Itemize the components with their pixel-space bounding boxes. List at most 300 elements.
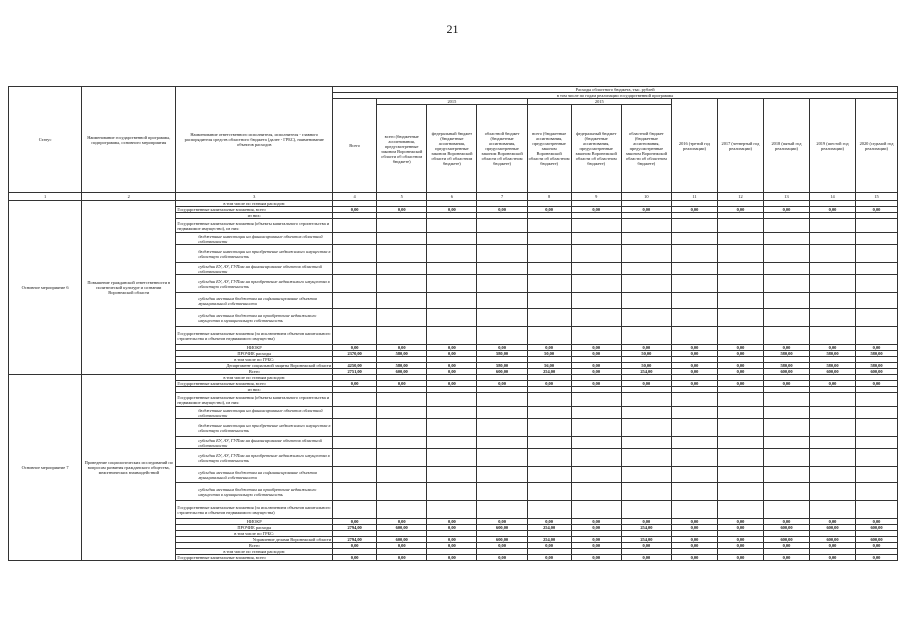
empty-cell bbox=[377, 233, 427, 245]
header-year-2019: 2019 (шестой год реализации) bbox=[810, 99, 856, 193]
empty-cell bbox=[571, 449, 621, 467]
empty-cell bbox=[810, 467, 856, 483]
value-cell: 0,00 bbox=[527, 207, 571, 213]
page-number: 21 bbox=[446, 22, 459, 36]
value-cell: 0,00 bbox=[377, 207, 427, 213]
empty-cell bbox=[527, 219, 571, 233]
empty-cell bbox=[621, 501, 671, 519]
row-label: Государственные капитальные вложения, всего bbox=[176, 555, 333, 561]
empty-cell bbox=[763, 327, 809, 345]
empty-cell bbox=[717, 467, 763, 483]
value-cell: 0,00 bbox=[477, 555, 527, 561]
empty-cell bbox=[671, 245, 717, 263]
col-number: 6 bbox=[427, 193, 477, 201]
value-cell: 0,00 bbox=[571, 543, 621, 549]
header-year-2015b: 2015 bbox=[527, 99, 671, 105]
value-cell: 0,00 bbox=[671, 525, 717, 531]
col-number: 13 bbox=[763, 193, 809, 201]
value-cell: 600,00 bbox=[477, 525, 527, 531]
header-year-2020: 2020 (седьмой год реализации) bbox=[856, 99, 898, 193]
value-cell: 0,00 bbox=[477, 207, 527, 213]
value-cell: 0,00 bbox=[856, 207, 898, 213]
empty-cell bbox=[810, 501, 856, 519]
empty-cell bbox=[333, 219, 377, 233]
value-cell: 0,00 bbox=[671, 207, 717, 213]
row-label: в том числе по статьям расходов: bbox=[176, 375, 333, 381]
empty-cell bbox=[763, 501, 809, 519]
empty-cell bbox=[810, 309, 856, 327]
value-cell: 600,00 bbox=[763, 537, 809, 543]
value-cell: 0,00 bbox=[571, 207, 621, 213]
row-label: субсидии местным бюджетам на софинансирование объектов муниципальной собственности bbox=[176, 293, 333, 309]
empty-cell bbox=[571, 233, 621, 245]
empty-cell bbox=[810, 245, 856, 263]
value-cell: 0,00 bbox=[810, 381, 856, 387]
empty-cell bbox=[717, 263, 763, 275]
empty-cell bbox=[621, 219, 671, 233]
header-year-2015: 2015 bbox=[377, 99, 528, 105]
value-cell: 0,00 bbox=[427, 345, 477, 351]
value-cell: 254,00 bbox=[527, 525, 571, 531]
header-total: Всего bbox=[333, 99, 377, 193]
empty-cell bbox=[856, 219, 898, 233]
empty-cell bbox=[527, 483, 571, 501]
empty-cell bbox=[477, 233, 527, 245]
value-cell: 0,00 bbox=[571, 525, 621, 531]
empty-cell bbox=[571, 419, 621, 437]
empty-cell bbox=[571, 467, 621, 483]
value-cell: 0,00 bbox=[477, 381, 527, 387]
col-number: 14 bbox=[810, 193, 856, 201]
empty-cell bbox=[477, 263, 527, 275]
header-2015b-c2: федеральный бюджет (бюджетные ассигнования, предусмотренные законом Воронежской области об областном бюджете) bbox=[571, 105, 621, 193]
empty-cell bbox=[621, 263, 671, 275]
empty-cell bbox=[427, 483, 477, 501]
row-label: Государственные капитальные вложения (объекты капитального строительства и недвижимое имущество), из них: bbox=[176, 393, 333, 407]
empty-cell bbox=[856, 483, 898, 501]
empty-cell bbox=[377, 393, 427, 407]
col-number: 1 bbox=[9, 193, 82, 201]
value-cell: 0,00 bbox=[427, 543, 477, 549]
value-cell: 0,00 bbox=[810, 519, 856, 525]
value-cell: 0,00 bbox=[427, 351, 477, 357]
row-label: Государственные капитальные вложения, всего bbox=[176, 381, 333, 387]
row-label: Государственные капитальные вложения (за исключением объектов капитального строительства и объектов недвижимого имущества) bbox=[176, 327, 333, 345]
empty-cell bbox=[333, 419, 377, 437]
empty-cell bbox=[671, 233, 717, 245]
empty-cell bbox=[427, 245, 477, 263]
row-label: бюджетные инвестиции на приобретение недвижимого имущества в областную собственность bbox=[176, 245, 333, 263]
empty-cell bbox=[377, 407, 427, 419]
empty-cell bbox=[621, 407, 671, 419]
empty-cell bbox=[571, 501, 621, 519]
empty-cell bbox=[333, 309, 377, 327]
empty-cell bbox=[763, 263, 809, 275]
empty-cell bbox=[377, 275, 427, 293]
value-cell: 0,00 bbox=[810, 555, 856, 561]
section-name: Проведение социологических исследований по вопросам развития гражданского общества, межэтнических взаимодействий bbox=[82, 375, 176, 561]
empty-cell bbox=[717, 483, 763, 501]
value-cell: 0,00 bbox=[671, 345, 717, 351]
empty-cell bbox=[477, 437, 527, 449]
row-label: Всего bbox=[176, 543, 333, 549]
empty-cell bbox=[527, 419, 571, 437]
value-cell: 0,00 bbox=[621, 519, 671, 525]
empty-cell bbox=[477, 245, 527, 263]
empty-cell bbox=[377, 327, 427, 345]
empty-cell bbox=[671, 219, 717, 233]
empty-cell bbox=[621, 483, 671, 501]
row-label: бюджетные инвестиции на финансирование объектов областной собственности bbox=[176, 407, 333, 419]
value-cell: 0,00 bbox=[856, 555, 898, 561]
empty-cell bbox=[333, 393, 377, 407]
empty-cell bbox=[671, 467, 717, 483]
empty-cell bbox=[377, 419, 427, 437]
value-cell: 56,00 bbox=[527, 363, 571, 369]
value-cell: 580,00 bbox=[810, 351, 856, 357]
empty-cell bbox=[527, 393, 571, 407]
empty-cell bbox=[527, 449, 571, 467]
empty-cell bbox=[856, 245, 898, 263]
value-cell: 50,00 bbox=[621, 351, 671, 357]
empty-cell bbox=[571, 275, 621, 293]
row-label: субсидии БУ, АУ, ГУПам на приобретение недвижимого имущества в областную собственность bbox=[176, 449, 333, 467]
empty-cell bbox=[621, 275, 671, 293]
row-label: субсидии местным бюджетам на софинансирование объектов муниципальной собственности bbox=[176, 467, 333, 483]
col-number: 11 bbox=[671, 193, 717, 201]
value-cell: 0,00 bbox=[621, 207, 671, 213]
row-label: Управление делами Воронежской области bbox=[176, 537, 333, 543]
empty-cell bbox=[333, 407, 377, 419]
value-cell: 600,00 bbox=[377, 537, 427, 543]
col-number: 12 bbox=[717, 193, 763, 201]
value-cell: 600,00 bbox=[856, 537, 898, 543]
value-cell: 600,00 bbox=[477, 537, 527, 543]
empty-cell bbox=[810, 293, 856, 309]
value-cell: 0,00 bbox=[571, 555, 621, 561]
empty-cell bbox=[333, 467, 377, 483]
empty-cell bbox=[671, 419, 717, 437]
header-2015b-c1: всего (бюджетные ассигнования, предусмотренные законом Воронежской области об областном бюджете) bbox=[527, 105, 571, 193]
value-cell: 254,00 bbox=[621, 369, 671, 375]
header-2015-c1: всего (бюджетные ассигнования, предусмотренные законом Воронежской области об областном бюджете) bbox=[377, 105, 427, 193]
empty-cell bbox=[377, 467, 427, 483]
header-executor: Наименование ответственного исполнителя, исполнителя - главного распорядителя средств областного бюджета (далее - ГРБС), наименование объектов расходов bbox=[176, 87, 333, 193]
empty-cell bbox=[671, 393, 717, 407]
value-cell: 600,00 bbox=[377, 525, 427, 531]
empty-cell bbox=[671, 263, 717, 275]
empty-cell bbox=[763, 245, 809, 263]
empty-cell bbox=[571, 483, 621, 501]
empty-cell bbox=[810, 393, 856, 407]
value-cell: 0,00 bbox=[671, 381, 717, 387]
value-cell: 2794,00 bbox=[333, 537, 377, 543]
empty-cell bbox=[427, 467, 477, 483]
value-cell: 2370,00 bbox=[333, 351, 377, 357]
value-cell: 0,00 bbox=[527, 555, 571, 561]
empty-cell bbox=[671, 501, 717, 519]
empty-cell bbox=[717, 219, 763, 233]
value-cell: 0,00 bbox=[621, 381, 671, 387]
empty-cell bbox=[763, 275, 809, 293]
empty-cell bbox=[527, 293, 571, 309]
empty-cell bbox=[810, 483, 856, 501]
empty-cell bbox=[856, 233, 898, 245]
empty-cell bbox=[527, 263, 571, 275]
empty-cell bbox=[621, 293, 671, 309]
value-cell: 0,00 bbox=[671, 543, 717, 549]
header-2015b-c3: областной бюджет (бюджетные ассигнования, предусмотренные законом Воронежской области об областном бюджете) bbox=[621, 105, 671, 193]
value-cell: 0,00 bbox=[571, 537, 621, 543]
empty-cell bbox=[571, 263, 621, 275]
value-cell: 0,00 bbox=[671, 363, 717, 369]
row-label: Государственные капитальные вложения (за исключением объектов капитального строительства и объектов недвижимого имущества) bbox=[176, 501, 333, 519]
value-cell: 580,00 bbox=[856, 363, 898, 369]
empty-cell bbox=[527, 437, 571, 449]
empty-cell bbox=[571, 293, 621, 309]
value-cell: 0,00 bbox=[810, 543, 856, 549]
empty-cell bbox=[477, 309, 527, 327]
value-cell: 0,00 bbox=[527, 519, 571, 525]
value-cell: 600,00 bbox=[810, 369, 856, 375]
value-cell: 600,00 bbox=[810, 525, 856, 531]
value-cell: 0,00 bbox=[377, 519, 427, 525]
value-cell: 0,00 bbox=[333, 345, 377, 351]
value-cell: 0,00 bbox=[571, 519, 621, 525]
row-label: ПРОЧИЕ расходы bbox=[176, 351, 333, 357]
empty-cell bbox=[763, 393, 809, 407]
value-cell: 600,00 bbox=[477, 369, 527, 375]
value-cell: 0,00 bbox=[427, 207, 477, 213]
empty-cell bbox=[527, 407, 571, 419]
value-cell: 580,00 bbox=[477, 351, 527, 357]
value-cell: 580,00 bbox=[377, 351, 427, 357]
empty-cell bbox=[810, 437, 856, 449]
empty-cell bbox=[717, 501, 763, 519]
value-cell: 0,00 bbox=[527, 543, 571, 549]
empty-cell bbox=[377, 309, 427, 327]
empty-cell bbox=[671, 483, 717, 501]
value-cell: 0,00 bbox=[717, 519, 763, 525]
row-label: субсидии БУ, АУ, ГУПам на финансирование объектов областной собственности bbox=[176, 437, 333, 449]
value-cell: 0,00 bbox=[671, 537, 717, 543]
row-label: из них: bbox=[176, 387, 333, 393]
value-cell: 254,00 bbox=[527, 537, 571, 543]
value-cell: 0,00 bbox=[427, 537, 477, 543]
value-cell: 0,00 bbox=[717, 525, 763, 531]
row-label: субсидии местным бюджетам на приобретение недвижимого имущества в муниципальную собственность bbox=[176, 309, 333, 327]
col-number: 7 bbox=[477, 193, 527, 201]
header-year-2017: 2017 (четвертый год реализации) bbox=[717, 99, 763, 193]
value-cell: 0,00 bbox=[571, 381, 621, 387]
col-number: 15 bbox=[856, 193, 898, 201]
empty-cell bbox=[571, 393, 621, 407]
empty-cell bbox=[477, 219, 527, 233]
row-label: субсидии БУ, АУ, ГУПам на финансирование объектов областной собственности bbox=[176, 263, 333, 275]
value-cell: 0,00 bbox=[763, 519, 809, 525]
empty-cell bbox=[671, 275, 717, 293]
value-cell: 0,00 bbox=[333, 207, 377, 213]
empty-cell bbox=[527, 501, 571, 519]
value-cell: 0,00 bbox=[427, 555, 477, 561]
header-expenses: Расходы областного бюджета, тыс. рублей bbox=[333, 87, 898, 93]
empty-cell bbox=[621, 467, 671, 483]
empty-cell bbox=[717, 327, 763, 345]
value-cell: 0,00 bbox=[621, 555, 671, 561]
empty-cell bbox=[621, 437, 671, 449]
budget-table bbox=[8, 86, 898, 561]
empty-cell bbox=[333, 245, 377, 263]
row-label: Государственные капитальные вложения, всего bbox=[176, 207, 333, 213]
empty-cell bbox=[621, 449, 671, 467]
empty-cell bbox=[717, 393, 763, 407]
row-label: в том числе по ГРБС: bbox=[176, 357, 333, 363]
header-2015-c2: федеральный бюджет (бюджетные ассигнования, предусмотренные законом Воронежской области об областном бюджете) bbox=[427, 105, 477, 193]
value-cell: 0,00 bbox=[333, 543, 377, 549]
empty-cell bbox=[856, 437, 898, 449]
empty-cell bbox=[377, 219, 427, 233]
row-label: в том числе по статьям расходов: bbox=[176, 201, 333, 207]
empty-cell bbox=[477, 419, 527, 437]
empty-cell bbox=[763, 467, 809, 483]
value-cell: 0,00 bbox=[333, 555, 377, 561]
value-cell: 0,00 bbox=[377, 543, 427, 549]
empty-cell bbox=[427, 219, 477, 233]
col-number: 3 bbox=[176, 193, 333, 201]
value-cell: 50,00 bbox=[527, 351, 571, 357]
empty-cell bbox=[856, 293, 898, 309]
empty-cell bbox=[427, 407, 477, 419]
section-name: Повышение гражданской ответственности в политической культуре и сознании Воронежской области bbox=[82, 201, 176, 375]
empty-cell bbox=[856, 263, 898, 275]
value-cell: 0,00 bbox=[763, 207, 809, 213]
empty-cell bbox=[810, 219, 856, 233]
value-cell: 0,00 bbox=[527, 345, 571, 351]
empty-cell bbox=[477, 275, 527, 293]
empty-cell bbox=[671, 293, 717, 309]
value-cell: 600,00 bbox=[856, 369, 898, 375]
empty-cell bbox=[477, 483, 527, 501]
empty-cell bbox=[333, 437, 377, 449]
empty-cell bbox=[671, 407, 717, 419]
value-cell: 0,00 bbox=[427, 519, 477, 525]
empty-cell bbox=[427, 233, 477, 245]
value-cell: 2794,00 bbox=[333, 525, 377, 531]
value-cell: 600,00 bbox=[810, 537, 856, 543]
value-cell: 0,00 bbox=[717, 537, 763, 543]
value-cell: 0,00 bbox=[810, 345, 856, 351]
value-cell: 580,00 bbox=[810, 363, 856, 369]
value-cell: 600,00 bbox=[856, 525, 898, 531]
col-number: 5 bbox=[377, 193, 427, 201]
empty-cell bbox=[856, 419, 898, 437]
value-cell: 0,00 bbox=[671, 369, 717, 375]
empty-cell bbox=[810, 407, 856, 419]
row-label: субсидии БУ, АУ, ГУПам на приобретение недвижимого имущества в областную собственность bbox=[176, 275, 333, 293]
value-cell: 0,00 bbox=[856, 519, 898, 525]
empty-cell bbox=[763, 293, 809, 309]
value-cell: 0,00 bbox=[810, 207, 856, 213]
row-label: ПРОЧИЕ расходы bbox=[176, 525, 333, 531]
empty-cell bbox=[856, 309, 898, 327]
empty-cell bbox=[333, 293, 377, 309]
empty-cell bbox=[671, 449, 717, 467]
empty-cell bbox=[427, 309, 477, 327]
value-cell: 0,00 bbox=[477, 345, 527, 351]
value-cell: 0,00 bbox=[621, 345, 671, 351]
empty-cell bbox=[333, 263, 377, 275]
value-cell: 0,00 bbox=[856, 381, 898, 387]
empty-cell bbox=[477, 393, 527, 407]
value-cell: 0,00 bbox=[377, 381, 427, 387]
empty-cell bbox=[477, 501, 527, 519]
empty-cell bbox=[333, 327, 377, 345]
value-cell: 0,00 bbox=[717, 543, 763, 549]
col-number: 8 bbox=[527, 193, 571, 201]
section-status: Основное мероприятие 6 bbox=[9, 201, 82, 375]
empty-cell bbox=[621, 309, 671, 327]
empty-cell bbox=[856, 467, 898, 483]
empty-cell bbox=[427, 449, 477, 467]
value-cell: 2751,00 bbox=[333, 369, 377, 375]
empty-cell bbox=[763, 309, 809, 327]
value-cell: 254,00 bbox=[621, 537, 671, 543]
value-cell: 0,00 bbox=[427, 363, 477, 369]
value-cell: 0,00 bbox=[427, 381, 477, 387]
value-cell: 0,00 bbox=[477, 543, 527, 549]
col-number: 4 bbox=[333, 193, 377, 201]
value-cell: 4250,00 bbox=[333, 363, 377, 369]
empty-cell bbox=[810, 233, 856, 245]
value-cell: 0,00 bbox=[333, 519, 377, 525]
value-cell: 0,00 bbox=[571, 351, 621, 357]
empty-cell bbox=[527, 309, 571, 327]
empty-cell bbox=[717, 419, 763, 437]
value-cell: 0,00 bbox=[621, 543, 671, 549]
empty-cell bbox=[427, 275, 477, 293]
empty-cell bbox=[377, 293, 427, 309]
empty-cell bbox=[717, 293, 763, 309]
value-cell: 0,00 bbox=[856, 543, 898, 549]
empty-cell bbox=[377, 483, 427, 501]
empty-cell bbox=[671, 327, 717, 345]
empty-cell bbox=[427, 419, 477, 437]
empty-cell bbox=[427, 293, 477, 309]
empty-cell bbox=[377, 449, 427, 467]
empty-cell bbox=[571, 407, 621, 419]
value-cell: 0,00 bbox=[427, 369, 477, 375]
row-label: в том числе по ГРБС: bbox=[176, 531, 333, 537]
empty-cell bbox=[621, 419, 671, 437]
empty-cell bbox=[671, 437, 717, 449]
value-cell: 0,00 bbox=[333, 381, 377, 387]
value-cell: 0,00 bbox=[856, 345, 898, 351]
value-cell: 0,00 bbox=[717, 345, 763, 351]
value-cell: 580,00 bbox=[763, 363, 809, 369]
empty-cell bbox=[427, 263, 477, 275]
empty-cell bbox=[621, 327, 671, 345]
header-by-years: в том числе по годам реализации государственной программы bbox=[333, 93, 898, 99]
value-cell: 0,00 bbox=[763, 381, 809, 387]
empty-cell bbox=[527, 233, 571, 245]
empty-cell bbox=[856, 449, 898, 467]
value-cell: 0,00 bbox=[717, 381, 763, 387]
value-cell: 0,00 bbox=[571, 369, 621, 375]
value-cell: 0,00 bbox=[763, 543, 809, 549]
value-cell: 0,00 bbox=[717, 363, 763, 369]
header-program: Наименование государственной программы, подпрограммы, основного мероприятия bbox=[82, 87, 176, 193]
header-year-2018: 2018 (пятый год реализации) bbox=[763, 99, 809, 193]
